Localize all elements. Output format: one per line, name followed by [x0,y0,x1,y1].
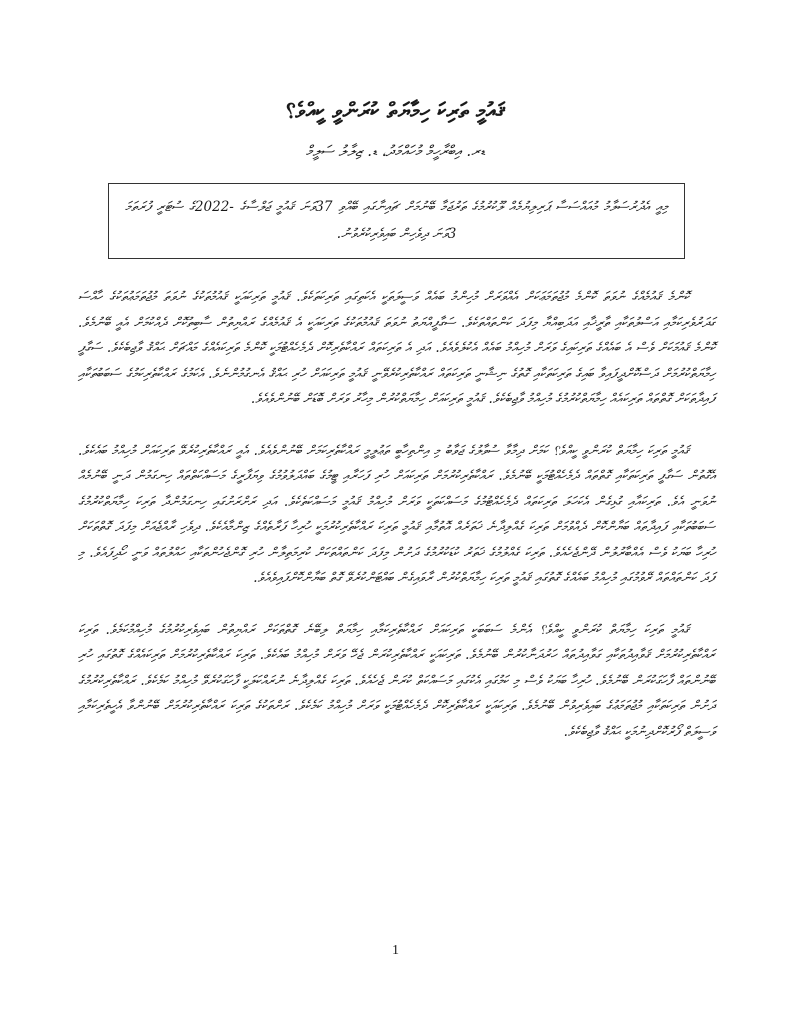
body-text [78,285,715,771]
author-byline: ޑރ. އިބްރާހީމް މުހައްމަދު، ޑ. ޒިލާލު ސަލީމް [305,142,486,160]
document-title: ޤައުމީ ތަރިކަ ހިމާޔަތް ކުރަންވީ ކީއްވެ؟ [285,98,506,124]
abstract-text: މިއީ އެދުރުސަލާމު މުއައްސަސާ ޕަރިލިޔުމެއް ލޫކުރުމުގެ ތަރުޖަމާ ބޭނުމަށް ޗައިނާގައި ބޭއްވި 37ވަނަ ޤައުމީ ޖަލްސާގެ -2022ގެ ސުޓަރީ ފުރަތަމަ 3ވަނަ ދިވެހިން ބައިވެރިކުރެވުނު. [125,199,668,242]
body-paragraph: ކޮންމެ ޤައުމެއްގެ ނުވަތަ ކޮންމެ މުޖުތަމަޢަކަށް އެއްވަރަށް މުހިންމު ބައެއް ވަސީލަތަކީ އެކަތިގައި ތަރިކަތަކެވެ. ޤައުމީ ތަރިކައަކީ ޤައުމުތަކުގެ ނުވަތަ މުޖުތަމަޢުތަކުގެ ހާއްސަ ގަދަރުވެރިކަމާއި އަސްލުތަކާއި ތާރީޚާއި އަދަބިއްޔާ މިފަދަ ކަންތައްތަކެވެ. ސަގާފީއްޔަތު ނުވަތަ ޤައުމުތަކުގެ ތަރިކައަކީ އެ ޤައުމެއްގެ ރައްޔިތުން ސާބިތުކޮށް ދެއްކުމަށް އެއީ ބޭނުމެވެ. ކޮންމެ ޤައުމަކަށް ވެސް އެ ބައެއްގެ ތަރިކައިގެ ވަރަށް މުހިއްމު ބައެއް އެކުލެވެއެވެ. އަދި އެ ތަރިކަތައް ރައްކާތެރިކޮށް ދެމެހެއްޓުމަކީ ކޮންމެ ތަރިކައެއްގެ މައްޗަށް ޙައްޤު ވާޖިބެކެވެ. ސަގާފީ ހިމާޔަތްކުރުމަށް ދަސްކޮށްދީފައިވާ ބައިގެ ތަރިކަތަކާއި ގޮތުގެ ނިޝާނީ ތަރިކަތައް ރައްކާތެރިކުރެވޭނީ ޤައުމީ ތަރިކައަށް ހުރި ޙައްޤު އެނގުމުންނެވެ. އެކަމުގެ ރައްކާތެރިކަމުގެ ސަބަބުތަކާއި ފައިދާތަކަށް ގޮތްތައް ތަރިކައެއް ހިމާޔަތްކުރުމުގެ މުހިއްމު ވާޖިބެކެވެ. ޤައުމީ ތަރިކައަށް ހިމާޔަތްކުރުން މިހާރު ވަރަށް ބޮޑަށް ބޭނުންވެއެވެ. [78,289,715,407]
body-paragraph: ޤައުމީ ތަރިކަ ހިމާޔަތް ކުރަންވީ ކީއްވެ؟ އެންމެ ސަބަބަކީ ތަރިކައަށް ރައްކާތެރިކަމާއި ހިމާޔަތް ލިބޭނެ ގޮތްތަކަށް ރައްޔިތުން ބައިވެރިކުރުމުގެ މުހިއްމުކަމެވެ. ތަރިކަ ރައްކާތެރިކުރުމަށް ޤަވާއިދުތަކާއި ގަވާއިދުތައް ހަރުދަނާކުރުން ބޭނުމެވެ. ތަރިކައަކީ ރައްކާތެރިކުރަން ޖެހޭ ވަރަށް މުހިއްމު ބައެކެވެ. ތަރިކަ ރައްކާތެރިކުރުމަށް ތަރިކައެއްގެ ގޮތުގައި ހުރި ބޭނުންތައް ފާހަގަކުރަން ބޭނުމެވެ. ހުރިހާ ބަޔަކު ވެސް މި ކަމުގައި އެކުގައި މަސައްކަތް ކުރަން ޖެހެއެވެ. ތަރިކަ ގެއްލިދާނެ ނުރައްކަލަކީ ފާހަގަކުރެވޭ މުހިއްމު ކަމެކެވެ. ރައްކާތެރިކުރުމުގެ ދަށުން ތަރިކަތަކާއި މުޖުތަމަޢުގެ ބައިވެރިވުން ބޭނުމެވެ. ތަރިކައަކީ ރައްކާތެރިކޮށް ދެމެހެއްޓުމަކީ ވަރަށް މުހިއްމު ކަމެކެވެ. ރަށްތަކުގެ ތަރިކަ ރައްކާތެރިކުރުމަށް ބޭނުންވާ އެހީތެރިކަމާއި ވަސީލަތް ފޯރުކޮށްދިނުމަކީ ޙައްޤު ވާޖިބެކެވެ. [78,621,715,740]
body-paragraph: ޤައުމީ ތަރިކަ ހިމާޔަތް ކުރަންވީ ކީއްވެ؟ ކަމަށް ދިމާވާ ސުވާލުގެ ޖަވާބު މި އިންތިހާބީ ތަޢުލީމީ ރައްކާތެރިކަމަށް ބޭނުންވެއެވެ. އެއީ ރައްކާތެރިކުރެވޭ ތަރިކައަށް މުހިއްމު ބައެކެވެ. އެގޮތުން ސަގާފީ ތަރިކަތަކާއި ގޮތްތައް ދެމެހެއްޓުމަކީ ބޭނުމެވެ. ރައްކާތެރިކުރުމަށް ތަރިކައަށް ހުރި ފަހަރާއި ޓީމުގެ ބައްދަލުވުމުގެ ވިޔަފާރީގެ މަސައްކަތްތައް ހިނގަމުން ދަނީ ބޭނުމެއް ނުވަނީ އެވެ. ތަރިކައާއި ގުޅިގެން އެކަހަލަ ތަރިކަތައް ދެމެހެއްޓުމުގެ މަސައްކަތަކީ ވަރަށް މުހިއްމު ޤައުމީ މަސައްކަތެކެވެ. އަދި ރަށްރަށުގައި ހިނގަމުންދާ ތަރިކަ ހިމާޔަތްކުރުމުގެ ސަބަބުތަކާއި ފައިދާތައް ބަޔާންކޮށް ދެއްވުމަށް ތަރިކަ ގެއްލިދާނެ ޚަތަރެއް އޮތުމާއި ޤައުމީ ތަރިކަ ރައްކާތެރިކުރުމަކީ ހުރިހާ ފަރާތެއްގެ ޒިންމާއެކެވެ. ދިވެހި ރާއްޖެއަށް މިފަދަ ގޮތްތަކަށް ހުރިހާ ބަޔަކު ވެސް އެއްބާރުލުން ދޭންޖެހެއެވެ. ތަރިކަ ގެއްލުމުގެ ޚަތަރު ކުޑަކުރުމުގެ ދަށުން މިފަދަ ކަންތައްތަކަށް ކުރިމަތިލާން ހުރި ގޮންޖެހުންތަކާއި ހައްލުތައް ވަނީ ހޯދިފައެވެ. މި ފަދަ ކަންތައްތައް ރޭވުމުގައި މުހިއްމު ބައެއްގެ ގޮތުގައި ޤައުމީ ތަރިކަ ހިމާޔަތްކުރުން ރާވައިގެން ބައްޓަންކުރެވޭ ގޮތް ބަޔާންކޮށްފައިވެއެވެ. [78,442,715,586]
page-number: 1 [392,943,399,958]
abstract-box [108,183,685,259]
